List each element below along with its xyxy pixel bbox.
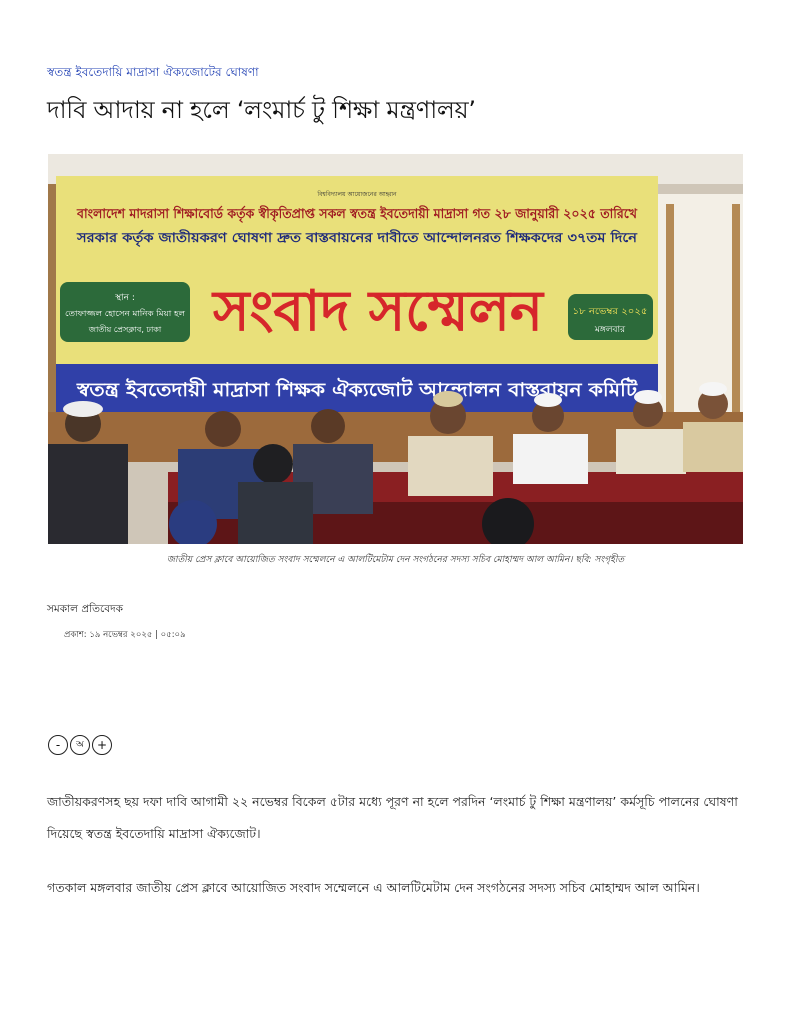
banner-date: ১৮ নভেম্বর ২০২৫ xyxy=(572,307,648,317)
article-paragraph-1: জাতীয়করণসহ ছয় দফা দাবি আগামী ২২ নভেম্বর বিকেল ৫টার মধ্যে পূরণ না হলে পরদিন ‘লংমার্চ টু শিক্ষা মন্ত্রণালয়’ কর্মসূচি পালনের ঘোষণা দিয়েছে স্বতন্ত্র ইবতেদায়ি মাদ্রাসা ঐক্যজোট। xyxy=(47,794,738,841)
published-date: প্রকাশ: ১৯ নভেম্বর ২০২৫ | ০৫:০৯ xyxy=(64,630,186,640)
author-byline: সমকাল প্রতিবেদক xyxy=(47,603,123,615)
article-paragraph-2: গতকাল মঙ্গলবার জাতীয় প্রেস ক্লাবে আয়োজিত সংবাদ সম্মেলনে এ আলটিমেটাম দেন সংগঠনের সদস্য সচিব মোহাম্মদ আল আমিন। xyxy=(47,880,700,895)
banner-venue-label: স্থান : xyxy=(115,293,135,303)
reset-font-button[interactable]: অ xyxy=(70,735,90,755)
section-kicker[interactable]: স্বতন্ত্র ইবতেদায়ি মাদ্রাসা ঐক্যজোটের ঘোষণা xyxy=(47,65,259,79)
press-conference-photo xyxy=(48,154,743,544)
increase-font-button[interactable]: + xyxy=(92,735,112,755)
banner-line-1: বাংলাদেশ মাদরাসা শিক্ষাবোর্ড কর্তৃক স্বীকৃতিপ্রাপ্ত সকল স্বতন্ত্র ইবতেদায়ী মাদ্রাসা গত ২৮ জানুয়ারী ২০২৫ তারিখে xyxy=(77,207,658,222)
banner-bottom-strip: স্বতন্ত্র ইবতেদায়ী মাদ্রাসা শিক্ষক ঐক্যজোট আন্দোলন বাস্তবায়ন কমিটি xyxy=(77,379,599,401)
banner-top-small: বিশ্ববিদ্যালয় আয়োজনের আহ্বান xyxy=(317,191,397,198)
decrease-font-button[interactable]: - xyxy=(48,735,68,755)
text-size-controls xyxy=(48,735,112,755)
article-headline: দাবি আদায় না হলে ‘লংমার্চ টু শিক্ষা মন্ত্রণালয়’ xyxy=(47,96,476,124)
article-photo xyxy=(48,154,743,544)
banner-venue-2: জাতীয় প্রেসক্লাব, ঢাকা xyxy=(88,325,162,334)
banner-main-title: সংবাদ সম্মেলন xyxy=(211,279,546,344)
banner-venue-1: তোফাজ্জল হোসেন মানিক মিয়া হল xyxy=(65,309,187,318)
banner-day: মঙ্গলবার xyxy=(594,325,626,335)
photo-caption: জাতীয় প্রেস ক্লাবে আয়োজিত সংবাদ সম্মেলনে এ আলটিমেটাম দেন সংগঠনের সদস্য সচিব মোহাম্মদ আল আমিন। ছবি: সংগৃহীত xyxy=(166,555,625,565)
banner-line-2: সরকার কর্তৃক জাতীয়করণ ঘোষণা দ্রুত বাস্তবায়নের দাবীতে আন্দোলনরত শিক্ষকদের ৩৭তম দিনে xyxy=(77,231,576,246)
